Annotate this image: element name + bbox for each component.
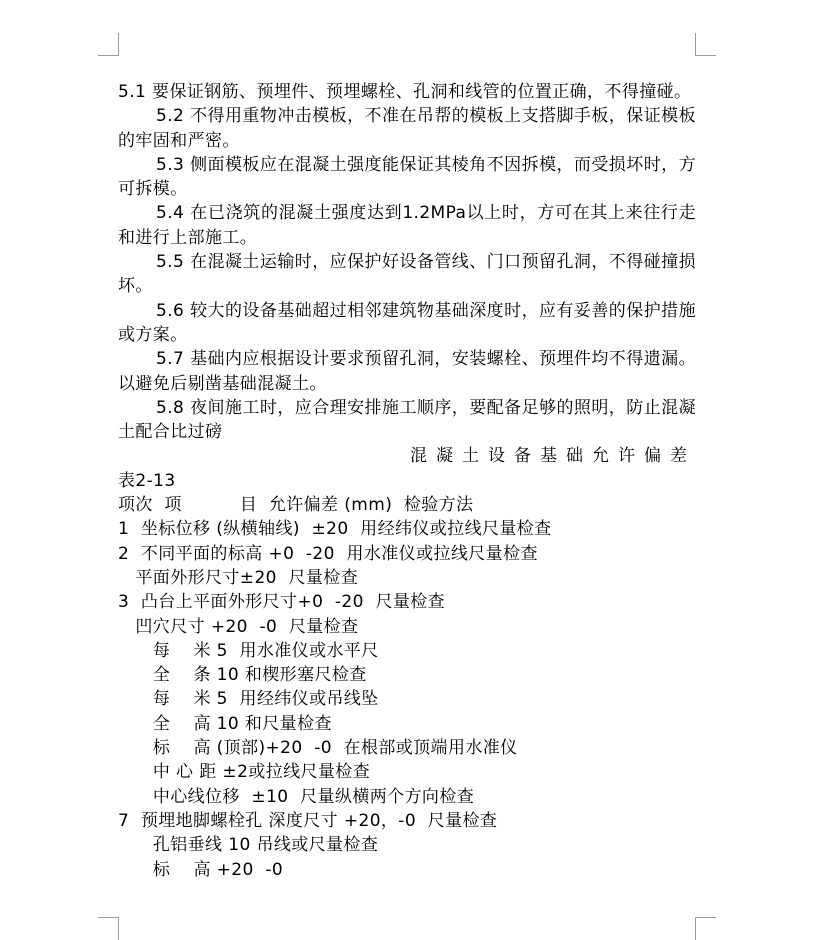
paragraph-5-7: 5.7 基础内应根据设计要求预留孔洞，安装螺栓、预埋件均不得遗漏。以避免后剔凿基础混凝土。 [118,349,696,394]
table-row: 全 高 10 和尺量检查 [118,713,332,734]
table-row: 平面外形尺寸±20 尺量检查 [118,567,359,588]
table-row: 7 预埋地脚螺栓孔 深度尺寸 +20，-0 尺量检查 [118,810,498,831]
crop-mark-bottom-left [98,917,119,940]
table-row: 1 坐标位移 (纵横轴线) ±20 用经纬仪或拉线尺量检查 [118,519,552,540]
paragraph-5-8: 5.8 夜间施工时，应合理安排施工顺序，要配备足够的照明，防止混凝土配合比过磅 [118,397,696,443]
document-body [118,80,696,882]
paragraph-5-3: 5.3 侧面模板应在混凝土强度能保证其棱角不因拆模，而受损坏时，方可拆模。 [118,154,696,200]
crop-mark-top-right [695,33,716,56]
table-row: 每 米 5 用经纬仪或吊线坠 [118,689,379,710]
table-row: 标 高 +20 -0 [118,859,284,880]
paragraph-5-1: 5.1 要保证钢筋、预埋件、预埋螺栓、孔洞和线管的位置正确，不得撞碰。 [118,82,692,102]
table-row: 标 高 (顶部)+20 -0 在根部或顶端用水准仪 [118,738,518,759]
table-header-row: 项次 项 目 允许偏差 (mm) 检验方法 [118,495,474,516]
table-row: 3 凸台上平面外形尺寸+0 -20 尺量检查 [118,592,446,613]
paragraph-5-6: 5.6 较大的设备基础超过相邻建筑物基础深度时，应有妥善的保护措施或方案。 [118,300,696,345]
table-row: 2 不同平面的标高 +0 -20 用水准仪或拉线尺量检查 [118,543,538,564]
paragraph-5-5: 5.5 在混凝土运输时，应保护好设备管线、门口预留孔洞，不得碰撞损坏。 [118,252,696,297]
table-row: 每 米 5 用水准仪或水平尺 [118,640,379,661]
crop-mark-bottom-right [695,917,716,940]
paragraph-5-4: 5.4 在已浇筑的混凝土强度达到1.2MPa以上时，方可在其上来往行走和进行上部施工。 [118,203,696,248]
crop-mark-top-left [98,33,119,56]
table-row: 中心线位移 ±10 尺量纵横两个方向检查 [118,786,475,807]
table-title: 混凝土设备基础允许偏差 [410,446,696,467]
table-row: 孔铝垂线 10 吊线或尺量检查 [118,835,379,856]
table-row: 中 心 距 ±2或拉线尺量检查 [118,762,371,783]
table-row: 全 条 10 和楔形塞尺检查 [118,665,367,686]
table-row: 凹穴尺寸 +20 -0 尺量检查 [118,616,359,637]
paragraph-5-2: 5.2 不得用重物冲击模板，不准在吊帮的模板上支搭脚手板，保证模板的牢固和严密。 [118,106,696,151]
table-number: 表2-13 [118,470,176,491]
tolerance-table [118,493,696,882]
